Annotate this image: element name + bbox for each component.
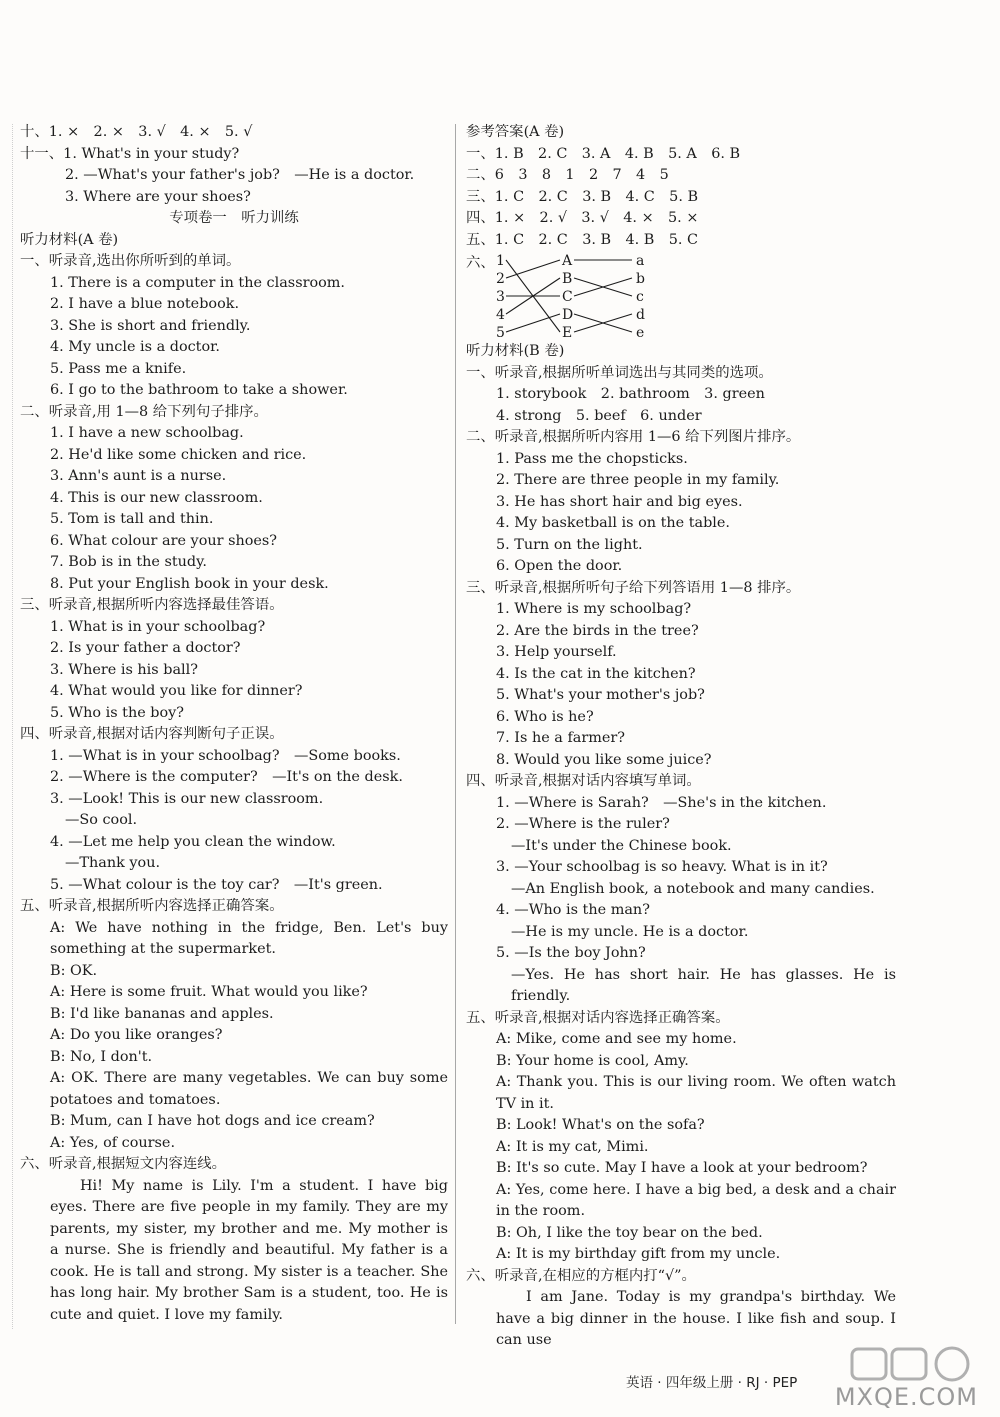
- question-heading: 四、听录音,根据对话内容判断句子正误。: [20, 726, 284, 742]
- list-item: 5. Turn on the light.: [496, 536, 643, 553]
- list-item: 4. What would you like for dinner?: [50, 683, 303, 699]
- dialogue-line: —He is my uncle. He is a doctor.: [511, 923, 749, 940]
- match-lower-e: e: [636, 325, 645, 341]
- list-item: 4. strong 5. beef 6. under: [496, 407, 702, 424]
- matching-answer: [466, 251, 896, 341]
- list-item: 1. What is in your schoolbag?: [50, 618, 266, 635]
- question-heading: 一、听录音,根据所听单词选出与其同类的选项。: [466, 364, 773, 381]
- match-lower-b: b: [636, 271, 645, 287]
- match-number-4: 4: [496, 307, 505, 323]
- section-heading: 听力材料(A 卷): [20, 231, 119, 248]
- section-title: 专项卷一 听力训练: [169, 210, 299, 226]
- matching-label: 六、: [466, 255, 495, 271]
- list-item: 3. She is short and friendly.: [50, 317, 251, 334]
- dialogue-line: B: I'd like bananas and apples.: [50, 1005, 274, 1022]
- dialogue-line: 2. —Where is the ruler?: [496, 816, 670, 832]
- section-heading: 听力材料(B 卷): [466, 343, 565, 359]
- question-heading: 六、听录音,根据短文内容连线。: [20, 1156, 227, 1172]
- dialogue-line: A: Thank you. This is our living room. We often watch TV in it.: [496, 1074, 896, 1112]
- question-heading: 六、听录音,在相应的方框内打“√”。: [466, 1267, 696, 1284]
- match-capital-c: C: [562, 289, 573, 305]
- matching-diagram: [496, 251, 696, 343]
- dialogue-line: B: Look! What's on the sofa?: [496, 1117, 705, 1133]
- list-item: 6. Open the door.: [496, 558, 623, 574]
- match-capital-b: B: [562, 271, 573, 287]
- dialogue-line: B: Oh, I like the toy bear on the bed.: [496, 1224, 763, 1241]
- dialogue-line: A: OK. There are many vegetables. We can buy some potatoes and tomatoes.: [50, 1070, 448, 1108]
- passage-paragraph: Hi! My name is Lily. I'm a student. I have big eyes. There are five people in my family. They are my parents, my sister, my brother and me. My mother is a nurse. She is friendly and beautiful. My father is a cook. He is tall and strong. My sister is a teacher. She has long hair. My brother Sam is a student, too. He is cute and quiet. I love my family.: [50, 1177, 448, 1323]
- list-item: 5. Who is the boy?: [50, 704, 185, 721]
- match-capital-e: E: [562, 325, 573, 341]
- list-item: 8. Put your English book in your desk.: [50, 575, 329, 592]
- match-number-3: 3: [496, 289, 505, 305]
- question-heading: 五、听录音,根据所听内容选择正确答案。: [20, 898, 284, 914]
- list-item: 1. Pass me the chopsticks.: [496, 450, 688, 467]
- list-item: 3. Ann's aunt is a nurse.: [50, 468, 227, 484]
- list-item: 4. My uncle is a doctor.: [50, 339, 221, 355]
- column-divider: [455, 124, 456, 1324]
- question-heading: 三、听录音,根据所听内容选择最佳答语。: [20, 597, 284, 613]
- question-heading: 四、听录音,根据对话内容填写单词。: [466, 773, 701, 789]
- dialogue-line: 5. —What colour is the toy car? —It's green.: [50, 876, 383, 893]
- dialogue-line: —So cool.: [65, 812, 138, 828]
- list-item: 4. My basketball is on the table.: [496, 515, 730, 531]
- dialogue-line: 3. —Look! This is our new classroom.: [50, 790, 324, 807]
- list-item: 6. I go to the bathroom to take a shower.: [50, 382, 348, 398]
- list-item: 2. He'd like some chicken and rice.: [50, 446, 307, 463]
- dialogue-line: B: Mum, can I have hot dogs and ice cream?: [50, 1113, 375, 1129]
- dialogue-line: 2. —Where is the computer? —It's on the desk.: [50, 769, 403, 785]
- dialogue-line: —Yes. He has short hair. He has glasses. He is friendly.: [511, 966, 896, 1004]
- dialogue-line: 4. —Let me help you clean the window.: [50, 833, 336, 850]
- dialogue-line: A: Do you like oranges?: [50, 1027, 223, 1043]
- answer-line: 3. Where are your shoes?: [65, 188, 251, 205]
- list-item: 5. Tom is tall and thin.: [50, 511, 214, 527]
- match-lower-c: c: [636, 289, 644, 305]
- right-column: [466, 122, 896, 1352]
- list-item: 3. Where is his ball?: [50, 661, 198, 678]
- answer-line: 三、1. C 2. C 3. B 4. C 5. B: [466, 188, 699, 205]
- dialogue-line: B: It's so cute. May I have a look at your bedroom?: [496, 1160, 868, 1176]
- match-capital-a: A: [562, 253, 573, 269]
- dialogue-line: B: No, I don't.: [50, 1048, 153, 1065]
- list-item: 4. This is our new classroom.: [50, 489, 263, 506]
- list-item: 2. Is your father a doctor?: [50, 640, 241, 656]
- answer-line: 二、6 3 8 1 2 7 4 5: [466, 167, 669, 183]
- dialogue-line: 5. —Is the boy John?: [496, 945, 646, 961]
- question-heading: 三、听录音,根据所听句子给下列答语用 1—8 排序。: [466, 579, 801, 596]
- dialogue-line: B: OK.: [50, 962, 98, 979]
- dialogue-line: A: Yes, come here. I have a big bed, a desk and a chair in the room.: [496, 1181, 896, 1219]
- list-item: 8. Would you like some juice?: [496, 751, 712, 768]
- watermark-text: MXQE.COM: [834, 1383, 978, 1411]
- passage-paragraph: I am Jane. Today is my grandpa's birthday. We have a big dinner in the house. I like fish and soup. I can use: [496, 1289, 896, 1348]
- answer-line: 十一、1. What's in your study?: [20, 145, 240, 162]
- list-item: 2. There are three people in my family.: [496, 472, 780, 488]
- dialogue-line: —An English book, a notebook and many candies.: [511, 880, 875, 897]
- list-item: 1. storybook 2. bathroom 3. green: [496, 386, 765, 402]
- list-item: 7. Bob is in the study.: [50, 554, 207, 570]
- dialogue-line: A: We have nothing in the fridge, Ben. Let's buy something at the supermarket.: [50, 919, 448, 957]
- dialogue-line: A: It is my birthday gift from my uncle.: [496, 1246, 781, 1262]
- list-item: 5. What's your mother's job?: [496, 687, 705, 703]
- answer-line: 十、1. × 2. × 3. √ 4. × 5. √: [20, 124, 253, 140]
- list-item: 2. Are the birds in the tree?: [496, 622, 699, 639]
- list-item: 6. What colour are your shoes?: [50, 532, 278, 549]
- left-column: [20, 122, 448, 1326]
- dialogue-line: A: It is my cat, Mimi.: [496, 1138, 649, 1155]
- question-heading: 一、听录音,选出你所听到的单词。: [20, 253, 241, 269]
- question-heading: 二、听录音,根据所听内容用 1—6 给下列图片排序。: [466, 429, 801, 445]
- list-item: 3. Help yourself.: [496, 644, 617, 660]
- dialogue-line: 3. —Your schoolbag is so heavy. What is in it?: [496, 859, 828, 875]
- answer-line: 四、1. × 2. √ 3. √ 4. × 5. ×: [466, 210, 699, 226]
- dialogue-line: A: Mike, come and see my home.: [496, 1031, 737, 1047]
- match-capital-d: D: [562, 307, 574, 323]
- list-item: 1. There is a computer in the classroom.: [50, 274, 346, 291]
- answer-line: 一、1. B 2. C 3. A 4. B 5. A 6. B: [466, 145, 741, 162]
- list-item: 4. Is the cat in the kitchen?: [496, 665, 696, 682]
- dialogue-line: B: Your home is cool, Amy.: [496, 1052, 689, 1069]
- dialogue-line: —Thank you.: [65, 855, 161, 871]
- list-item: 7. Is he a farmer?: [496, 730, 626, 746]
- match-lower-d: d: [636, 307, 645, 323]
- match-lower-a: a: [636, 253, 645, 269]
- list-item: 2. I have a blue notebook.: [50, 296, 240, 312]
- dialogue-line: A: Yes, of course.: [50, 1134, 176, 1151]
- answer-line: 五、1. C 2. C 3. B 4. B 5. C: [466, 231, 699, 248]
- match-number-1: 1: [496, 253, 505, 269]
- match-number-5: 5: [496, 325, 505, 341]
- match-number-2: 2: [496, 271, 505, 287]
- question-heading: 二、听录音,用 1—8 给下列句子排序。: [20, 403, 268, 420]
- page-footer: 英语 · 四年级上册 · RJ · PEP: [626, 1375, 798, 1391]
- question-heading: 五、听录音,根据对话内容选择正确答案。: [466, 1009, 730, 1026]
- section-heading: 参考答案(A 卷): [466, 124, 565, 140]
- list-item: 1. I have a new schoolbag.: [50, 425, 244, 441]
- list-item: 3. He has short hair and big eyes.: [496, 493, 743, 510]
- left-margin-rule: [12, 124, 13, 1329]
- dialogue-line: 1. —What is in your schoolbag? —Some books.: [50, 747, 401, 764]
- list-item: 5. Pass me a knife.: [50, 360, 187, 377]
- dialogue-line: A: Here is some fruit. What would you like?: [50, 984, 368, 1000]
- answer-line: 2. —What's your father's job? —He is a doctor.: [65, 167, 415, 183]
- list-item: 1. Where is my schoolbag?: [496, 601, 692, 617]
- dialogue-line: 4. —Who is the man?: [496, 902, 650, 918]
- list-item: 6. Who is he?: [496, 708, 594, 725]
- dialogue-line: —It's under the Chinese book.: [511, 837, 732, 854]
- dialogue-line: 1. —Where is Sarah? —She's in the kitchen.: [496, 794, 827, 811]
